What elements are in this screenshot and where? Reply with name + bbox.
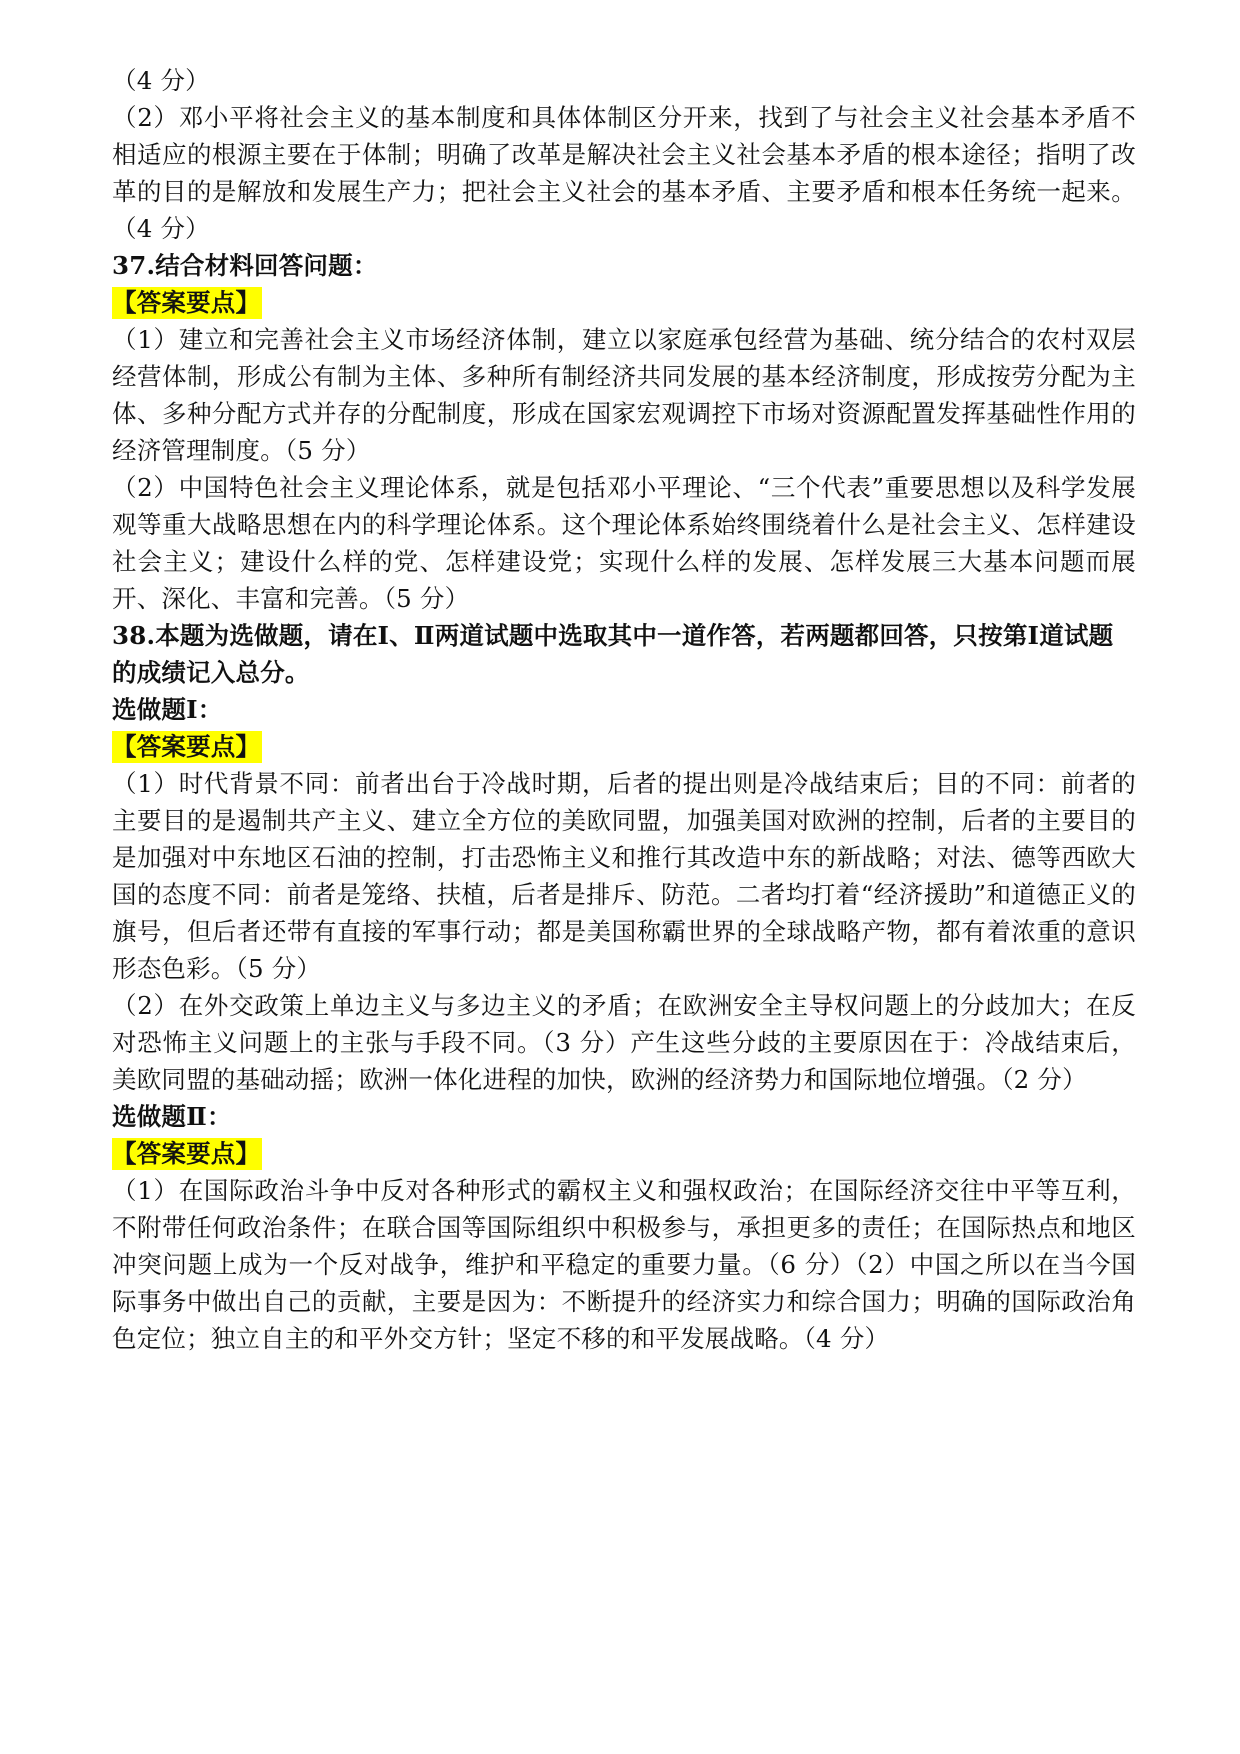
q37-part1-answer: （1）建立和完善社会主义市场经济体制，建立以家庭承包经营为基础、统分结合的农村双层经营体制，形成公有制为主体、多种所有制经济共同发展的基本经济制度，形成按劳分配为主体、多种分配方式并存的分配制度，形成在国家宏观调控下市场对资源配置发挥基础性作用的经济管理制度。（5 分） bbox=[112, 325, 1136, 465]
score-note: （4 分） bbox=[112, 66, 210, 95]
option1-part2-answer: （2）在外交政策上单边主义与多边主义的矛盾；在欧洲安全主导权问题上的分歧加大；在反对恐怖主义问题上的主张与手段不同。（3 分）产生这些分歧的主要原因在于：冷战结束后，美欧同盟的基础动摇；欧洲一体化进程的加快，欧洲的经济势力和国际地位增强。（2 分） bbox=[112, 991, 1136, 1094]
option2-part1-answer: （1）在国际政治斗争中反对各种形式的霸权主义和强权政治；在国际经济交往中平等互利，不附带任何政治条件；在联合国等国际组织中积极参与，承担更多的责任；在国际热点和地区冲突问题上成为一个反对战争，维护和平稳定的重要力量。（6 分）（2）中国之所以在当今国际事务中做出自己的贡献，主要是因为：不断提升的经济实力和综合国力；明确的国际政治角色定位；独立自主的和平外交方针；坚定不移的和平发展战略。（4 分） bbox=[112, 1176, 1136, 1353]
answer-key-badge: 【答案要点】 bbox=[112, 1139, 261, 1168]
q38-title: 38.本题为选做题，请在Ⅰ、Ⅱ两道试题中选取其中一道作答，若两题都回答，只按第Ⅰ道试题的成绩记入总分。 bbox=[112, 621, 1114, 687]
answer-key-badge: 【答案要点】 bbox=[112, 288, 261, 317]
answer-page bbox=[112, 62, 1136, 1357]
option1-label: 选做题Ⅰ： bbox=[112, 695, 223, 724]
q37-part2-answer: （2）中国特色社会主义理论体系，就是包括邓小平理论、“三个代表”重要思想以及科学发展观等重大战略思想在内的科学理论体系。这个理论体系始终围绕着什么是社会主义、怎样建设社会主义；建设什么样的党、怎样建设党；实现什么样的发展、怎样发展三大基本问题而展开、深化、丰富和完善。（5 分） bbox=[112, 473, 1136, 613]
option1-part1-answer: （1）时代背景不同：前者出台于冷战时期，后者的提出则是冷战结束后；目的不同：前者的主要目的是遏制共产主义、建立全方位的美欧同盟，加强美国对欧洲的控制，后者的主要目的是加强对中东地区石油的控制，打击恐怖主义和推行其改造中东的新战略；对法、德等西欧大国的态度不同：前者是笼络、扶植，后者是排斥、防范。二者均打着“经济援助”和道德正义的旗号，但后者还带有直接的军事行动；都是美国称霸世界的全球战略产物，都有着浓重的意识形态色彩。（5 分） bbox=[112, 769, 1136, 983]
option2-label: 选做题Ⅱ： bbox=[112, 1102, 232, 1131]
option1-badge-row bbox=[112, 728, 1136, 765]
answer-key-badge: 【答案要点】 bbox=[112, 732, 261, 761]
q36-part2-answer: （2）邓小平将社会主义的基本制度和具体体制区分开来，找到了与社会主义社会基本矛盾不相适应的根源主要在于体制；明确了改革是解决社会主义社会基本矛盾的根本途径；指明了改革的目的是解放和发展生产力；把社会主义社会的基本矛盾、主要矛盾和根本任务统一起来。（4 分） bbox=[112, 103, 1136, 243]
option2-badge-row bbox=[112, 1135, 1136, 1172]
q37-badge-row bbox=[112, 284, 1136, 321]
q37-title: 37.结合材料回答问题： bbox=[112, 251, 378, 280]
